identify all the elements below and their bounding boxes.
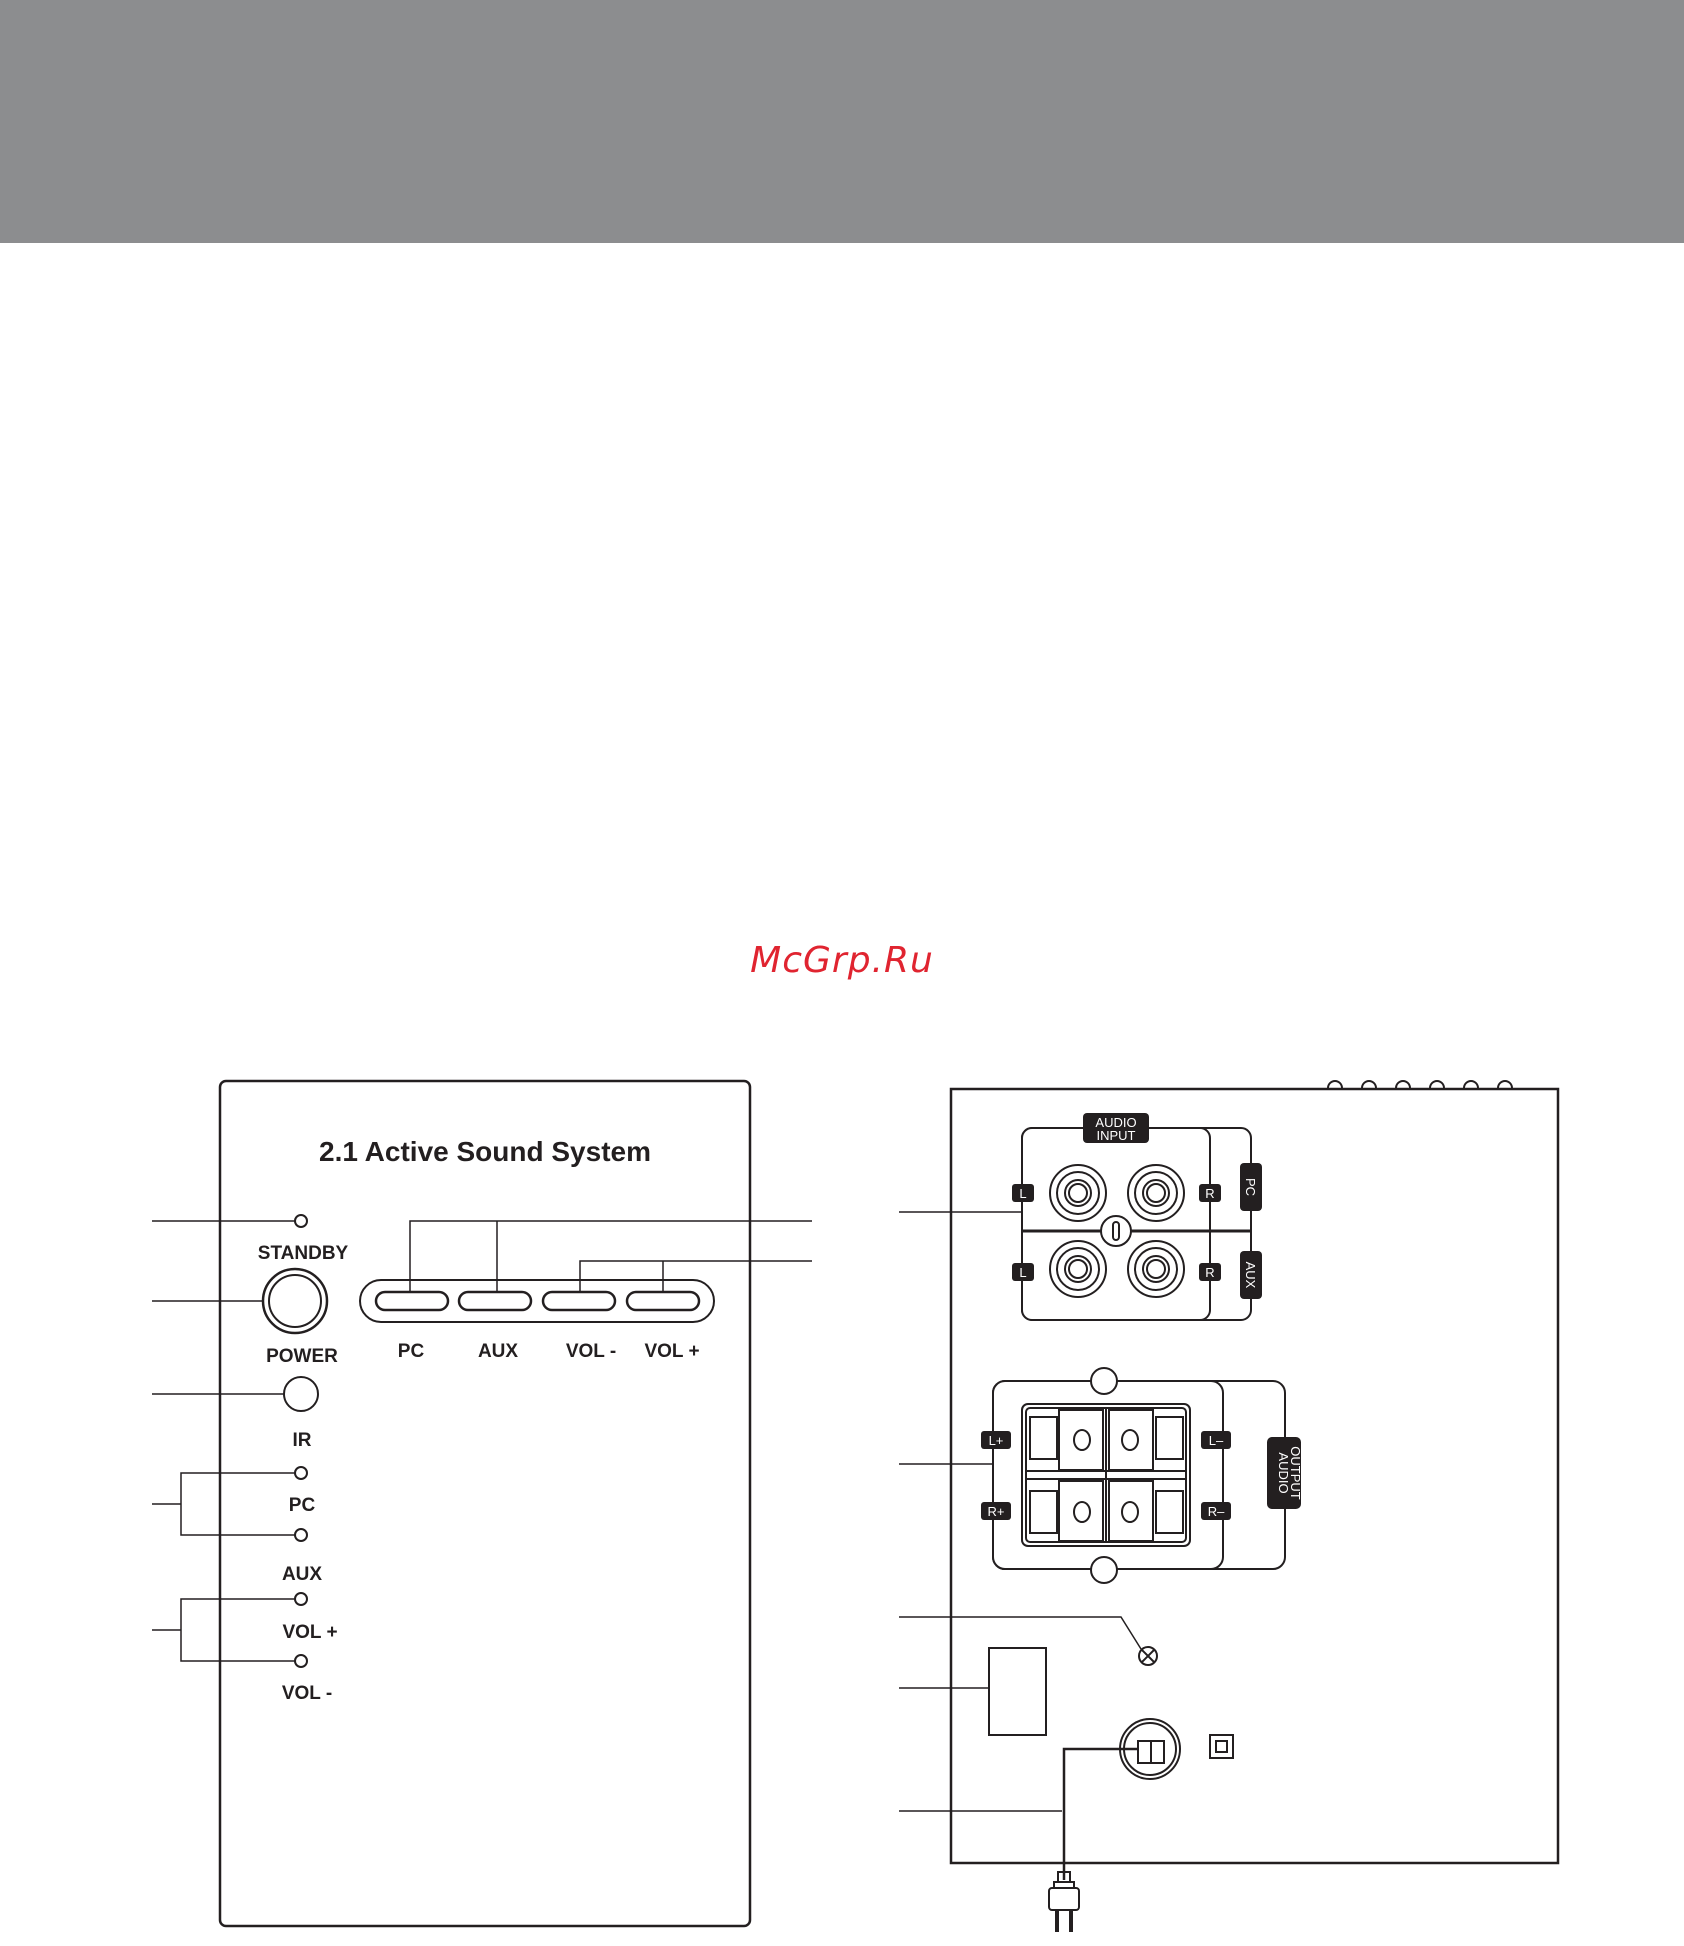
ir-receiver bbox=[284, 1377, 318, 1411]
vol-plus-button-label: VOL + bbox=[644, 1341, 700, 1362]
audio-input-title-line2: INPUT bbox=[1096, 1128, 1136, 1143]
front-panel-title: 2.1 Active Sound System bbox=[319, 1136, 651, 1167]
aux-led bbox=[295, 1529, 307, 1541]
output-l-minus-label: L– bbox=[1208, 1433, 1224, 1448]
standby-led bbox=[295, 1215, 307, 1227]
input-right-label-top: R bbox=[1205, 1186, 1215, 1201]
watermark: McGrp.Ru bbox=[750, 940, 934, 981]
vol-plus-button[interactable] bbox=[627, 1292, 699, 1310]
button-strip bbox=[360, 1280, 714, 1322]
output-mount-top bbox=[1091, 1368, 1117, 1394]
input-left-label-top: L bbox=[1019, 1186, 1027, 1201]
power-label: POWER bbox=[266, 1346, 338, 1367]
vol-plus-led bbox=[295, 1593, 307, 1605]
pc-button-label: PC bbox=[397, 1341, 425, 1362]
vol-plus-led-label: VOL + bbox=[282, 1622, 338, 1643]
input-pc-label: PC bbox=[1243, 1177, 1258, 1197]
input-aux-label: AUX bbox=[1243, 1261, 1258, 1289]
aux-led-label: AUX bbox=[281, 1564, 323, 1585]
ground-screw bbox=[1101, 1216, 1131, 1246]
output-r-plus-label: R+ bbox=[987, 1504, 1005, 1519]
pc-button[interactable] bbox=[376, 1292, 448, 1310]
audio-output-title-line1: AUDIO bbox=[1276, 1452, 1291, 1494]
bracket-vol bbox=[152, 1599, 295, 1661]
power-plug-icon bbox=[1049, 1872, 1079, 1932]
pc-led-label: PC bbox=[288, 1495, 316, 1516]
power-button[interactable] bbox=[263, 1269, 327, 1333]
output-mount-bottom bbox=[1091, 1557, 1117, 1583]
pc-led bbox=[295, 1467, 307, 1479]
output-r-minus-label: R– bbox=[1207, 1504, 1225, 1519]
bracket-pc-aux bbox=[152, 1473, 295, 1535]
input-left-label-bottom: L bbox=[1019, 1265, 1027, 1280]
vol-minus-button-label: VOL - bbox=[565, 1341, 617, 1362]
vol-minus-led bbox=[295, 1655, 307, 1667]
vol-minus-button[interactable] bbox=[543, 1292, 615, 1310]
audio-input-title-line1: AUDIO bbox=[1095, 1115, 1137, 1130]
vol-minus-led-label: VOL - bbox=[281, 1683, 333, 1704]
aux-button[interactable] bbox=[459, 1292, 531, 1310]
leader-vol bbox=[580, 1261, 812, 1292]
ir-label: IR bbox=[292, 1430, 312, 1451]
aux-button-label: AUX bbox=[477, 1341, 519, 1362]
audio-output-title-line2: OUTPUT bbox=[1288, 1446, 1303, 1500]
input-right-label-bottom: R bbox=[1205, 1265, 1215, 1280]
power-button-inner bbox=[269, 1275, 321, 1327]
leader-pc-aux bbox=[410, 1221, 812, 1292]
standby-label: STANDBY bbox=[257, 1243, 349, 1264]
output-l-plus-label: L+ bbox=[988, 1433, 1004, 1448]
